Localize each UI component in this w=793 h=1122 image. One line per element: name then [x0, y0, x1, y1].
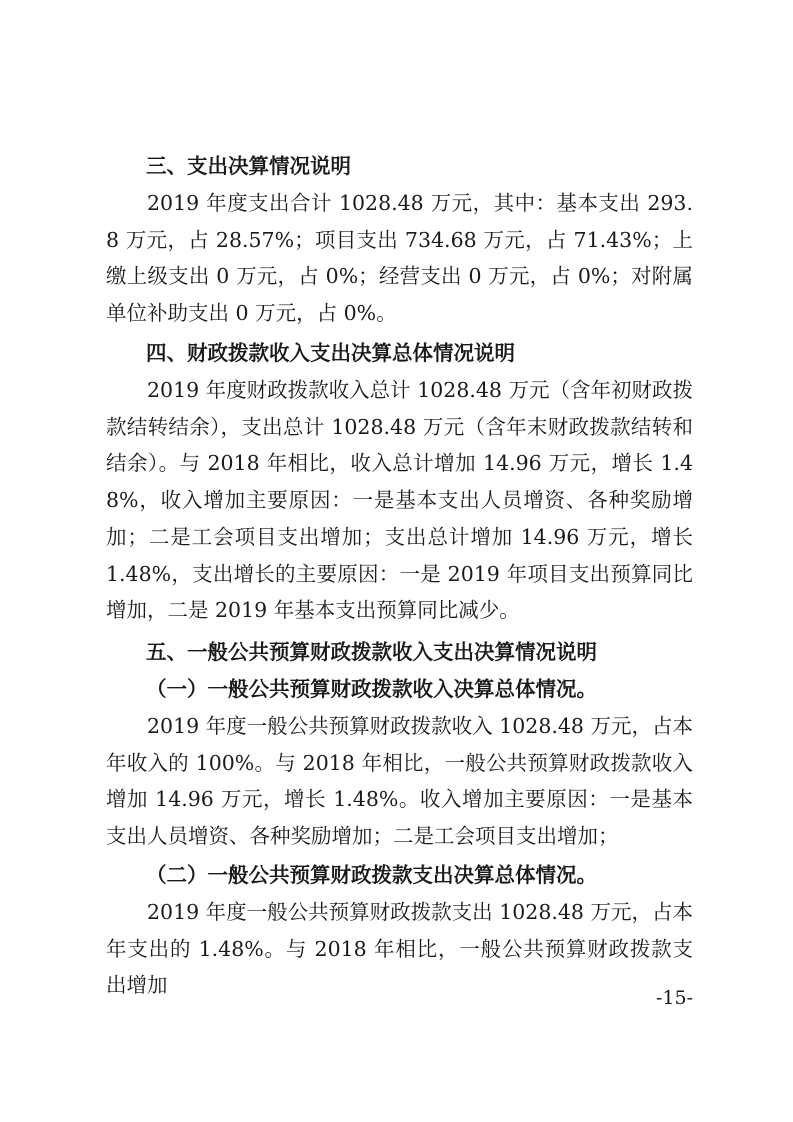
section-heading-fiscal-overview: 四、财政拨款收入支出决算总体情况说明 — [146, 341, 515, 365]
section-heading-expenditure: 三、支出决算情况说明 — [146, 154, 351, 178]
paragraph-fiscal-overview: 2019 年度财政拨款收入总计 1028.48 万元（含年初财政拨款结转结余），支出总计 1028.48 万元（含年末财政拨款结转和结余）。与 2018 年相比，收入总计增加 14.96 万元，增长 1.48%，收入增加主要原因：一是基本支出人员增资、各种奖励增加；二是工会项目支出增加；支出总计增加 14.96 万元，增长 1.48%，支出增长的主要原因：一是 2019 年项目支出预算同比增加，二是 2019 年基本支出预算同比减少。 — [106, 378, 693, 623]
section-heading-general-budget: 五、一般公共预算财政拨款收入支出决算情况说明 — [146, 640, 597, 664]
section-body-general-budget-income — [106, 708, 693, 855]
page-number: -15- — [655, 987, 693, 1009]
paragraph-expenditure: 2019 年度支出合计 1028.48 万元，其中：基本支出 293.8 万元，占 28.57%；项目支出 734.68 万元，占 71.43%；上缴上级支出 0 万元，占 0%；经营支出 0 万元，占 0%；对附属单位补助支出 0 万元，占 0%。 — [106, 191, 693, 326]
subheading-general-budget-income: （一）一般公共预算财政拨款收入决算总体情况。 — [146, 677, 597, 701]
paragraph-general-budget-income: 2019 年度一般公共预算财政拨款收入 1028.48 万元，占本年收入的 100%。与 2018 年相比，一般公共预算财政拨款收入增加 14.96 万元，增长 1.48%。收入增加主要原因：一是基本支出人员增资、各种奖励增加；二是工会项目支出增加； — [106, 714, 693, 849]
subheading-general-budget-expenditure: （二）一般公共预算财政拨款支出决算总体情况。 — [146, 863, 597, 887]
paragraph-general-budget-expenditure: 2019 年度一般公共预算财政拨款支出 1028.48 万元，占本年支出的 1.48%。与 2018 年相比，一般公共预算财政拨款支出增加 — [106, 900, 693, 998]
section-body-general-budget-expenditure — [106, 894, 693, 1004]
section-body-fiscal-overview — [106, 372, 693, 629]
section-body-expenditure — [106, 185, 693, 332]
